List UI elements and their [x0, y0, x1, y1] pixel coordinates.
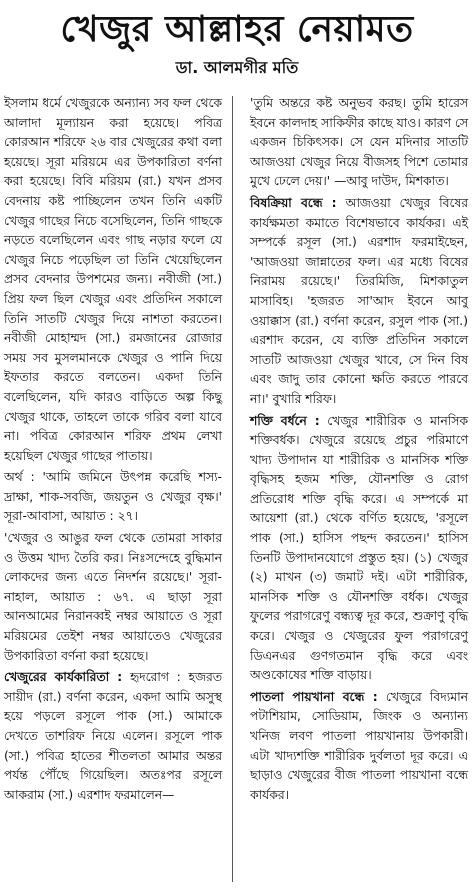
article-title: খেজুর আল্লাহর নেয়ামত — [60, 9, 414, 50]
hadith-paragraph: 'তুমি অন্তরে কষ্ট অনুভব করছ। তুমি হারেস ইবনে কালদাহ সাকিফীর কাছে যাও। কারণ সে একজন চিকিৎসক। সে যেন মদিনার সাতটি আজওয়া খেজুর নিয়ে বীজসহ পিশে তোমার মুখে ঢেলে দেয়।' —আবু দাউদ, মিশকাত। — [250, 96, 469, 189]
poison-heading: বিষক্রিয়া বন্ধে : — [250, 195, 337, 210]
strength-paragraph — [250, 412, 468, 686]
poison-text: আজওয়া খেজুর বিষের কার্যক্ষমতা কমাতে বিশেষভাবে কার্যকর। এই সম্পর্কে রসূল (সা.) এরশাদ ফরমাইছেন, 'আজওয়া জান্নাতের ফল। এর মধ্যে বিষের নিরাময় রয়েছে।' তিরমিজি, মিশকাতুল মাসাবিহ। 'হজরত সা'আদ ইবনে আবু ওয়াক্কাস (রা.) বর্ণনা করেন, রসুল পাক (সা.) এরশাদ করেন, যে ব্যক্তি প্রতিদিন সকালে সাতটি আজওয়া খেজুর খাবে, সে দিন বিষ এবং জাদু তার কোনো ক্ষতি করতে পারবে না।' বুখারি শরিফ। — [250, 195, 468, 406]
efficacy-heading: খেজুরের কার্যকারিতা : — [4, 670, 123, 685]
intro-paragraph: ইসলাম ধর্মে খেজুরকে অন্যান্য সব ফল থেকে আলাদা মূল্যায়ন করা হয়েছে। পবিত্র কোরআন শরিফে ২৬ বার খেজুরের কথা বলা হয়েছে। সূরা মরিয়মে এর উপকারিতা বর্ণনা করা হয়েছে। বিবি মরিয়ম (রা.) যখন প্রসব বেদনায় কষ্ট পাচ্ছিলেন তখন তিনি একটি খেজুর গাছের নিচে বসেছিলেন, তিনি গাছকে নড়তে বলেছিলেন এবং গাছ নড়ার ফলে যে খেজুর নিচে পড়েছিল তা তিনি খেয়েছিলেন প্রসব বেদনার উপশমের জন্য। নবীজী (সা.) প্রিয় ফল ছিল খেজুর এবং প্রতিদিন সকালে তিনি সাতটি খেজুর দিয়ে নাশতা করতেন। নবীজী মোহাম্মদ (সা.) রমজানের রোজার সময় সব মুসলমানকে খেজুর ও পানি দিয়ে ইফতার করতে বলতেন। একদা তিনি বলেছিলেন, যদি কারও বাড়িতে অল্প কিছু খেজুর থাকে, তাহলে তাকে গরিব বলা যাবে না। পবিত্র কোরআন শরিফ প্রথম লেখা হয়েছিল খেজুর গাছের পাতায়। — [4, 96, 222, 463]
strength-text: খেজুর শারীরিক ও মানসিক শক্তিবর্ধক। খেজুরে রয়েছে প্রচুর পরিমাণে খাদ্য উপাদান যা শারীরিক ও মানসিক শক্তি বৃদ্ধিসহ হজম শক্তি, যৌনশক্তি ও রোগ প্রতিরোধ শক্তি বৃদ্ধি করে। এ সম্পর্কে মা আয়েশা (রা.) থেকে বর্ণিত হয়েছে, 'রসূলে পাক (সা.) হাসিস পছন্দ করতেন।' হাসিস তিনটি উপাদানযোগে প্রস্তুত হয়। (১) খেজুর (২) মাখন (৩) জমাট দই। এটা শারীরিক, মানসিক শক্তি ও যৌনশক্তি বর্ধক। খেজুর ফুলের পরাগরেণু বন্ধ্যত্ব দূর করে, শুক্রাণু বৃদ্ধি করে। খেজুর ও খেজুরের ফুল পরাগরেণু ডিএনএর গুণগতমান বৃদ্ধি করে এবং অণ্ডকোষের শক্তি বাড়ায়। — [250, 413, 468, 683]
diarrhea-paragraph — [250, 688, 468, 806]
left-column — [4, 94, 222, 807]
right-column — [250, 94, 468, 807]
poison-paragraph — [250, 194, 468, 410]
diarrhea-heading: পাতলা পায়খানা বন্ধে : — [250, 689, 378, 704]
diarrhea-text: খেজুরে বিদ্যমান পটাশিয়াম, সোডিয়াম, জিংক ও অন্যান্য খনিজ লবণ পাতলা পায়খানায় উপকারী। এটা খাদ্যশক্তি শারীরিক দুর্বলতা দূর করে। এ ছাড়াও খেজুরের বীজ পাতলা পায়খানা বন্ধে কার্যকর। — [250, 689, 468, 802]
column-divider — [232, 96, 233, 882]
verse-nahal-paragraph: 'খেজুর ও আঙুর ফল থেকে তোমরা সাকার ও উত্তম খাদ্য তৈরি কর। নিঃসন্দেহে বুদ্ধিমান লোকদের জন্য এতে নিদর্শন রয়েছে।' সূরা- নাহাল, আয়াত : ৬৭. এ ছাড়া সূরা আনআমের নিরানব্বই নম্বর আয়াতে ও সূরা মরিয়মের তেইশ নম্বর আয়াতেও খেজুরের উপকারিতা বর্ণনা করা হয়েছে। — [4, 531, 222, 663]
verse-abasa-paragraph: অর্থ : 'আমি জমিনে উৎপন্ন করেছি শস্য-দ্রাক্ষা, শাক-সবজি, জয়তুন ও খেজুর বৃক্ষ।' সূরা-আবাসা, আয়াত : ২৭। — [4, 470, 222, 524]
strength-heading: শক্তি বর্ধনে : — [250, 413, 320, 428]
efficacy-text: হৃদরোগ : হজরত সায়ীদ (রা.) বর্ণনা করেন, একদা আমি অসুস্থ হয়ে পড়লে রসূলে পাক (সা.) আমাকে দেখতে তাশরিফ নিয়ে এলেন। রসূলে পাক (সা.) পবিত্র হাতের শীতলতা আমার অন্তর পর্যন্ত পৌঁছে গিয়েছিল। অতঃপর রসূলে আকরাম (সা.) এরশাদ ফরমালেন— — [4, 670, 222, 802]
efficacy-paragraph — [4, 668, 222, 805]
author-byline: ডা. আলমগীর মতি — [175, 58, 299, 77]
